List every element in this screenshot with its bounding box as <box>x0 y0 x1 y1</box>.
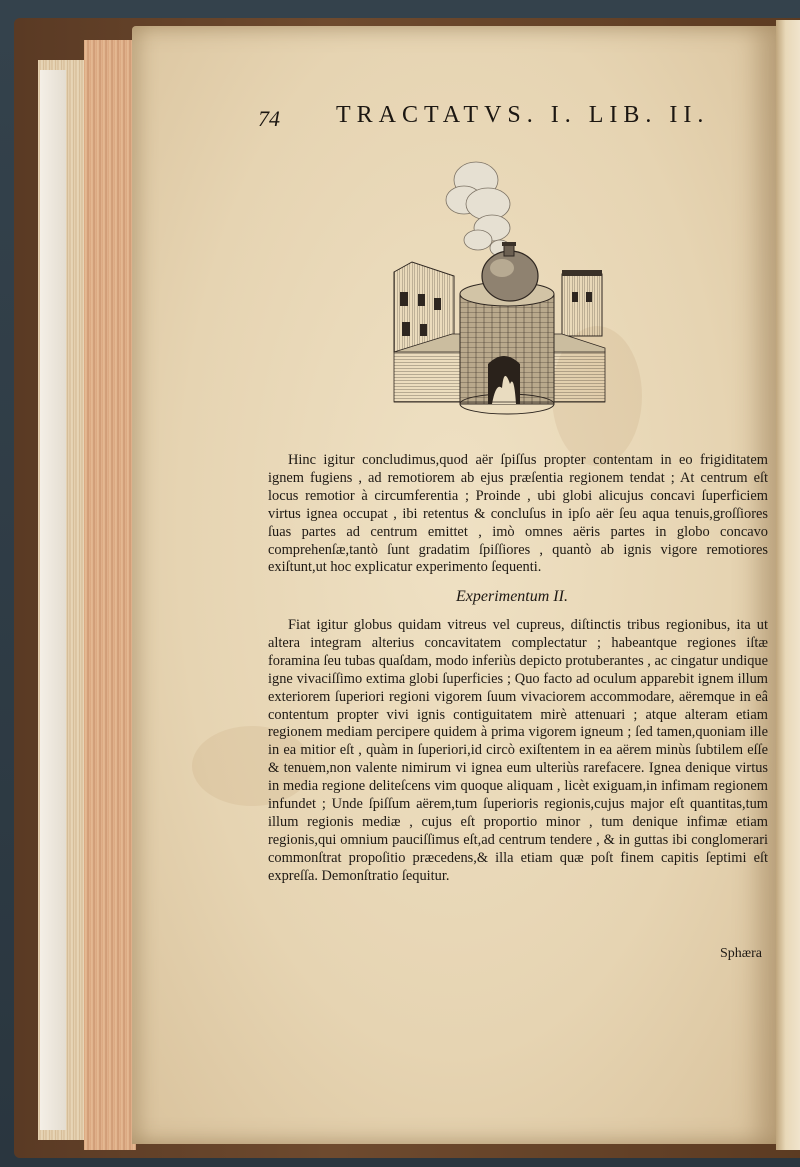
flyleaf-edge <box>40 70 66 1130</box>
catchword: Sphæra <box>720 946 762 961</box>
experiment-heading: Experimentum II. <box>456 588 568 605</box>
right-tower <box>562 270 602 336</box>
engraving-icon <box>392 152 607 432</box>
furnace <box>460 282 554 414</box>
smoke-plume <box>446 162 510 256</box>
red-page-edges <box>84 40 136 1150</box>
paragraph-1 <box>268 452 768 577</box>
page-number: 74 <box>258 106 280 131</box>
paragraph-2 <box>268 617 768 886</box>
running-title: TRACTATVS. I. LIB. II. <box>336 102 710 128</box>
paragraph-2-text: Fiat igitur globus quidam vitreus vel cupreus, diſtinctis tribus regionibus, ita ut altera integram alterius concavitatem complectatur ; habeantque regiones iſtæ foramina ſeu tubas quaſdam, modo inferiùs depicto protuberantes , ac cingatur undique igne vivaciſſimo extima globi ſuperficies ; Quo facto ad oculum apparebit ignem illum exteriorem ſuperiori regioni vigorem ſuum vivaciorem accommodare, aëremque in eâ contentum propter vivi ignis contiguitatem mirè attenuari ; atque alteram etiam regionem mediam percipere quidem à prima vigorem igneum ; ſed tamen,quoniam ille in ea mitior eſt , quàm in ſuperiori,id circò exiſtentem in ea aërem minùs ſubtilem eſſe & tenuem,non valente nimirum vi ignea eum ulteriùs rarefacere. Ignea denique virtus in media regione deliteſcens vim quoque aliquam , licèt exiguam,in infimam regionem infundet ; Unde ſpiſſum aërem,tum ſuperioris regionis,cujus major eſt quantitas,tum illum regionis mediæ , cujus eſt proportio minor , tum denique infimæ etiam regionis,qui omnium pauciſſimus eſt,ad centrum tendere , & in guttas ibi conglomerari commonſtrat propoſitio præcedens,& illa etiam quæ poſt finem capitis ſeptimi eſt expreſſa. Demonſtratio ſequitur. <box>268 617 768 884</box>
paragraph-1-text: Hinc igitur concludimus,quod aër ſpiſſus propter contentam in eo frigiditatem ignem fugiens , ad remotiorem ab ejus præſentia regionem tendat ; At centrum eſt locus remotior à circumferentia ; Proinde , ubi globi alicujus concavi ſuperficiem virtus ignea occupat , ibi retentus & concluſus in ipſo aër ſeu aqua tenuis,groſſiores ſuas partes ad centrum emittet , imò omnes aëris partes in globo concavo comprehenſæ,tantò ſunt gradatim ſpiſſiores , quantò ab ignis vigore remotiores exiſtunt,ut hoc explicatur experimento ſequenti. <box>268 452 768 576</box>
facing-page-sliver <box>776 20 800 1150</box>
